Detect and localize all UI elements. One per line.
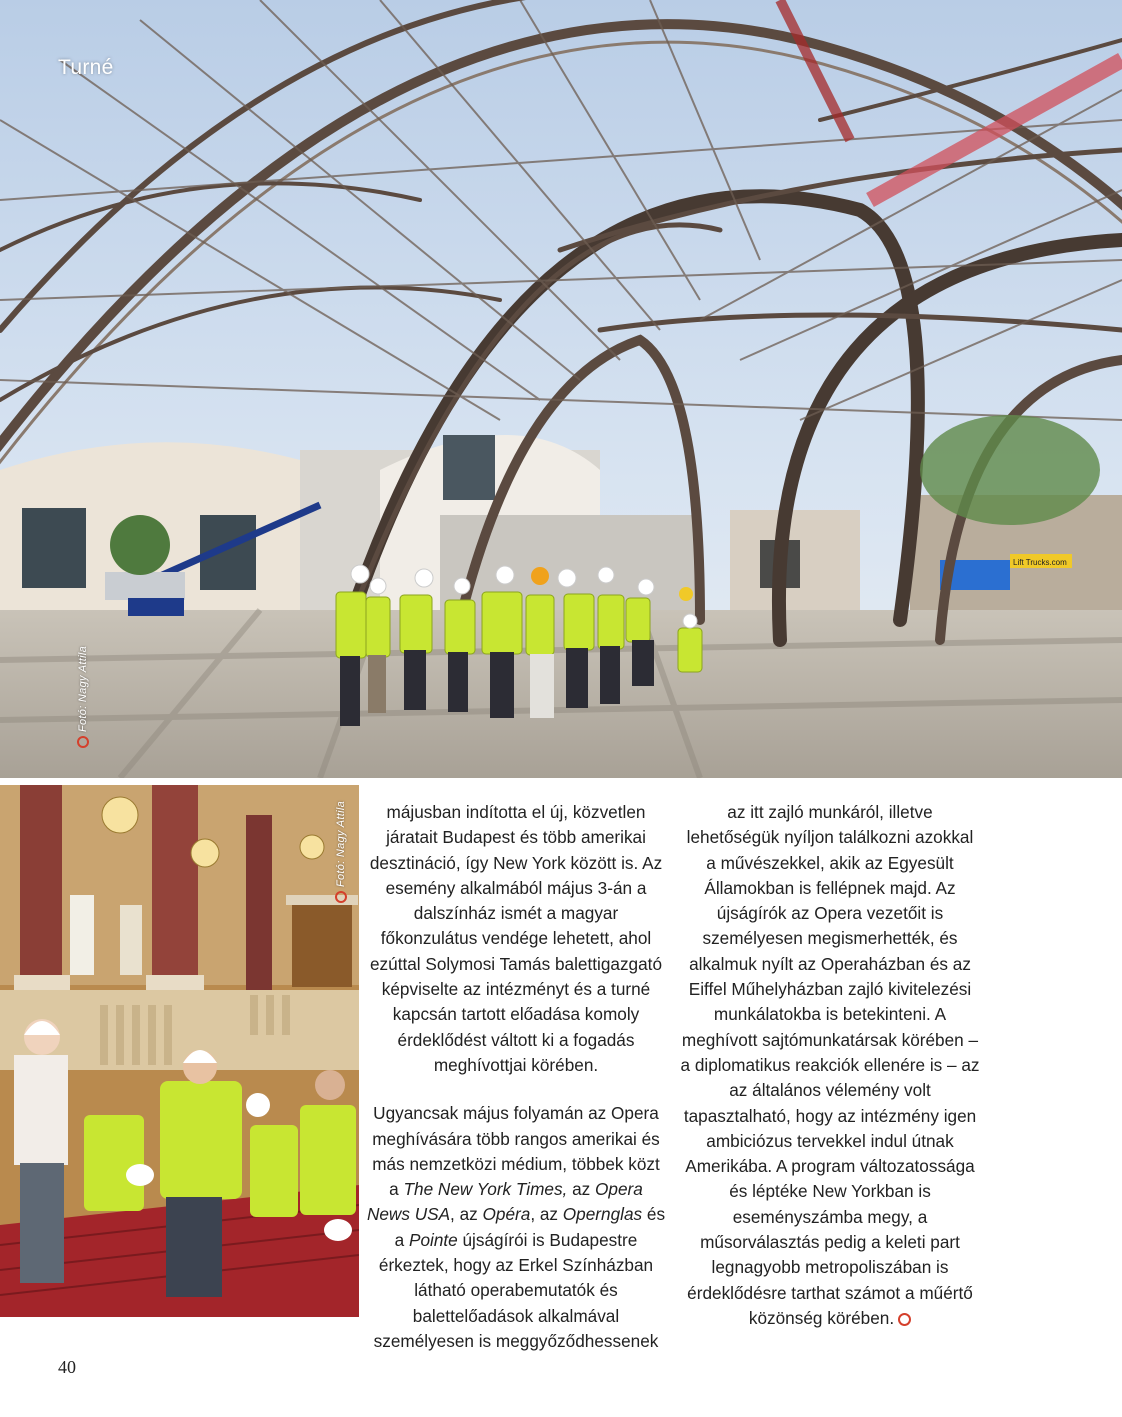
article-column-2 [680, 800, 980, 1331]
credit-ring-icon [335, 891, 347, 903]
article-paragraph: májusban indította el új, közvetlen járatait Budapest és több amerikai desztináció, így New York között is. Az esemény alkalmából május 3-án a dalszínház ismét a magyar főkonzulátus vendége lehetett, ahol ezúttal Solymosi Tamás balettigazgató képviselte az intézményt és a turné kapcsán tartott előadása komoly érdeklődést váltott ki a fogadás meghívottjai körében. [369, 802, 663, 1075]
staircase-image [0, 785, 359, 1317]
end-mark-icon [898, 1313, 911, 1326]
page-number: 40 [58, 1357, 76, 1377]
article-paragraph: Ugyancsak május folyamán az Opera meghívására több rangos amerikai és más nemzetközi médium, többek közt a The New York Times, az Opera News USA, az Opéra, az Opernglas és a Pointe újságírói is Budapestre érkeztek, hogy az Erkel Színházban látható operabemutatók és balettelőadások alkalmával személyesen is meggyőződhessenek [366, 1103, 666, 1351]
hero-photo-credit: Fotó: Nagy Attila [77, 646, 89, 748]
section-label: Turné [58, 56, 114, 79]
lift-sign-text: Lift Trucks.com [1013, 558, 1067, 567]
article-column-1 [366, 800, 666, 1354]
credit-ring-icon [77, 736, 89, 748]
article-paragraph: az itt zajló munkáról, illetve lehetőségük nyíljon találkozni azokkal a művészekkel, akik az Egyesült Államokban is fellépnek majd. Az újságírók az Opera vezetőit is személyesen megismerhették, és alkalmuk nyílt az Operaházban és az Eiffel Műhelyházban zajló kivitelezési munkálatokba is betekinteni. A meghívott sajtómunkatársak körében – a diplomatikus reakciók ellenére is – az az általános vélemény volt tapasztalható, hogy az intézmény igen ambiciózus tervekkel indul útnak Amerikába. A program változatossága és léptéke New Yorkban is eseményszámba megy, a műsorválasztás pedig a keleti part legnagyobb metropoliszában is érdeklődésre tarthat számot a műértő közönség körében. [680, 802, 980, 1328]
staircase-photo-credit: Fotó: Nagy Attila [335, 801, 347, 903]
staircase-photo [0, 785, 359, 1317]
